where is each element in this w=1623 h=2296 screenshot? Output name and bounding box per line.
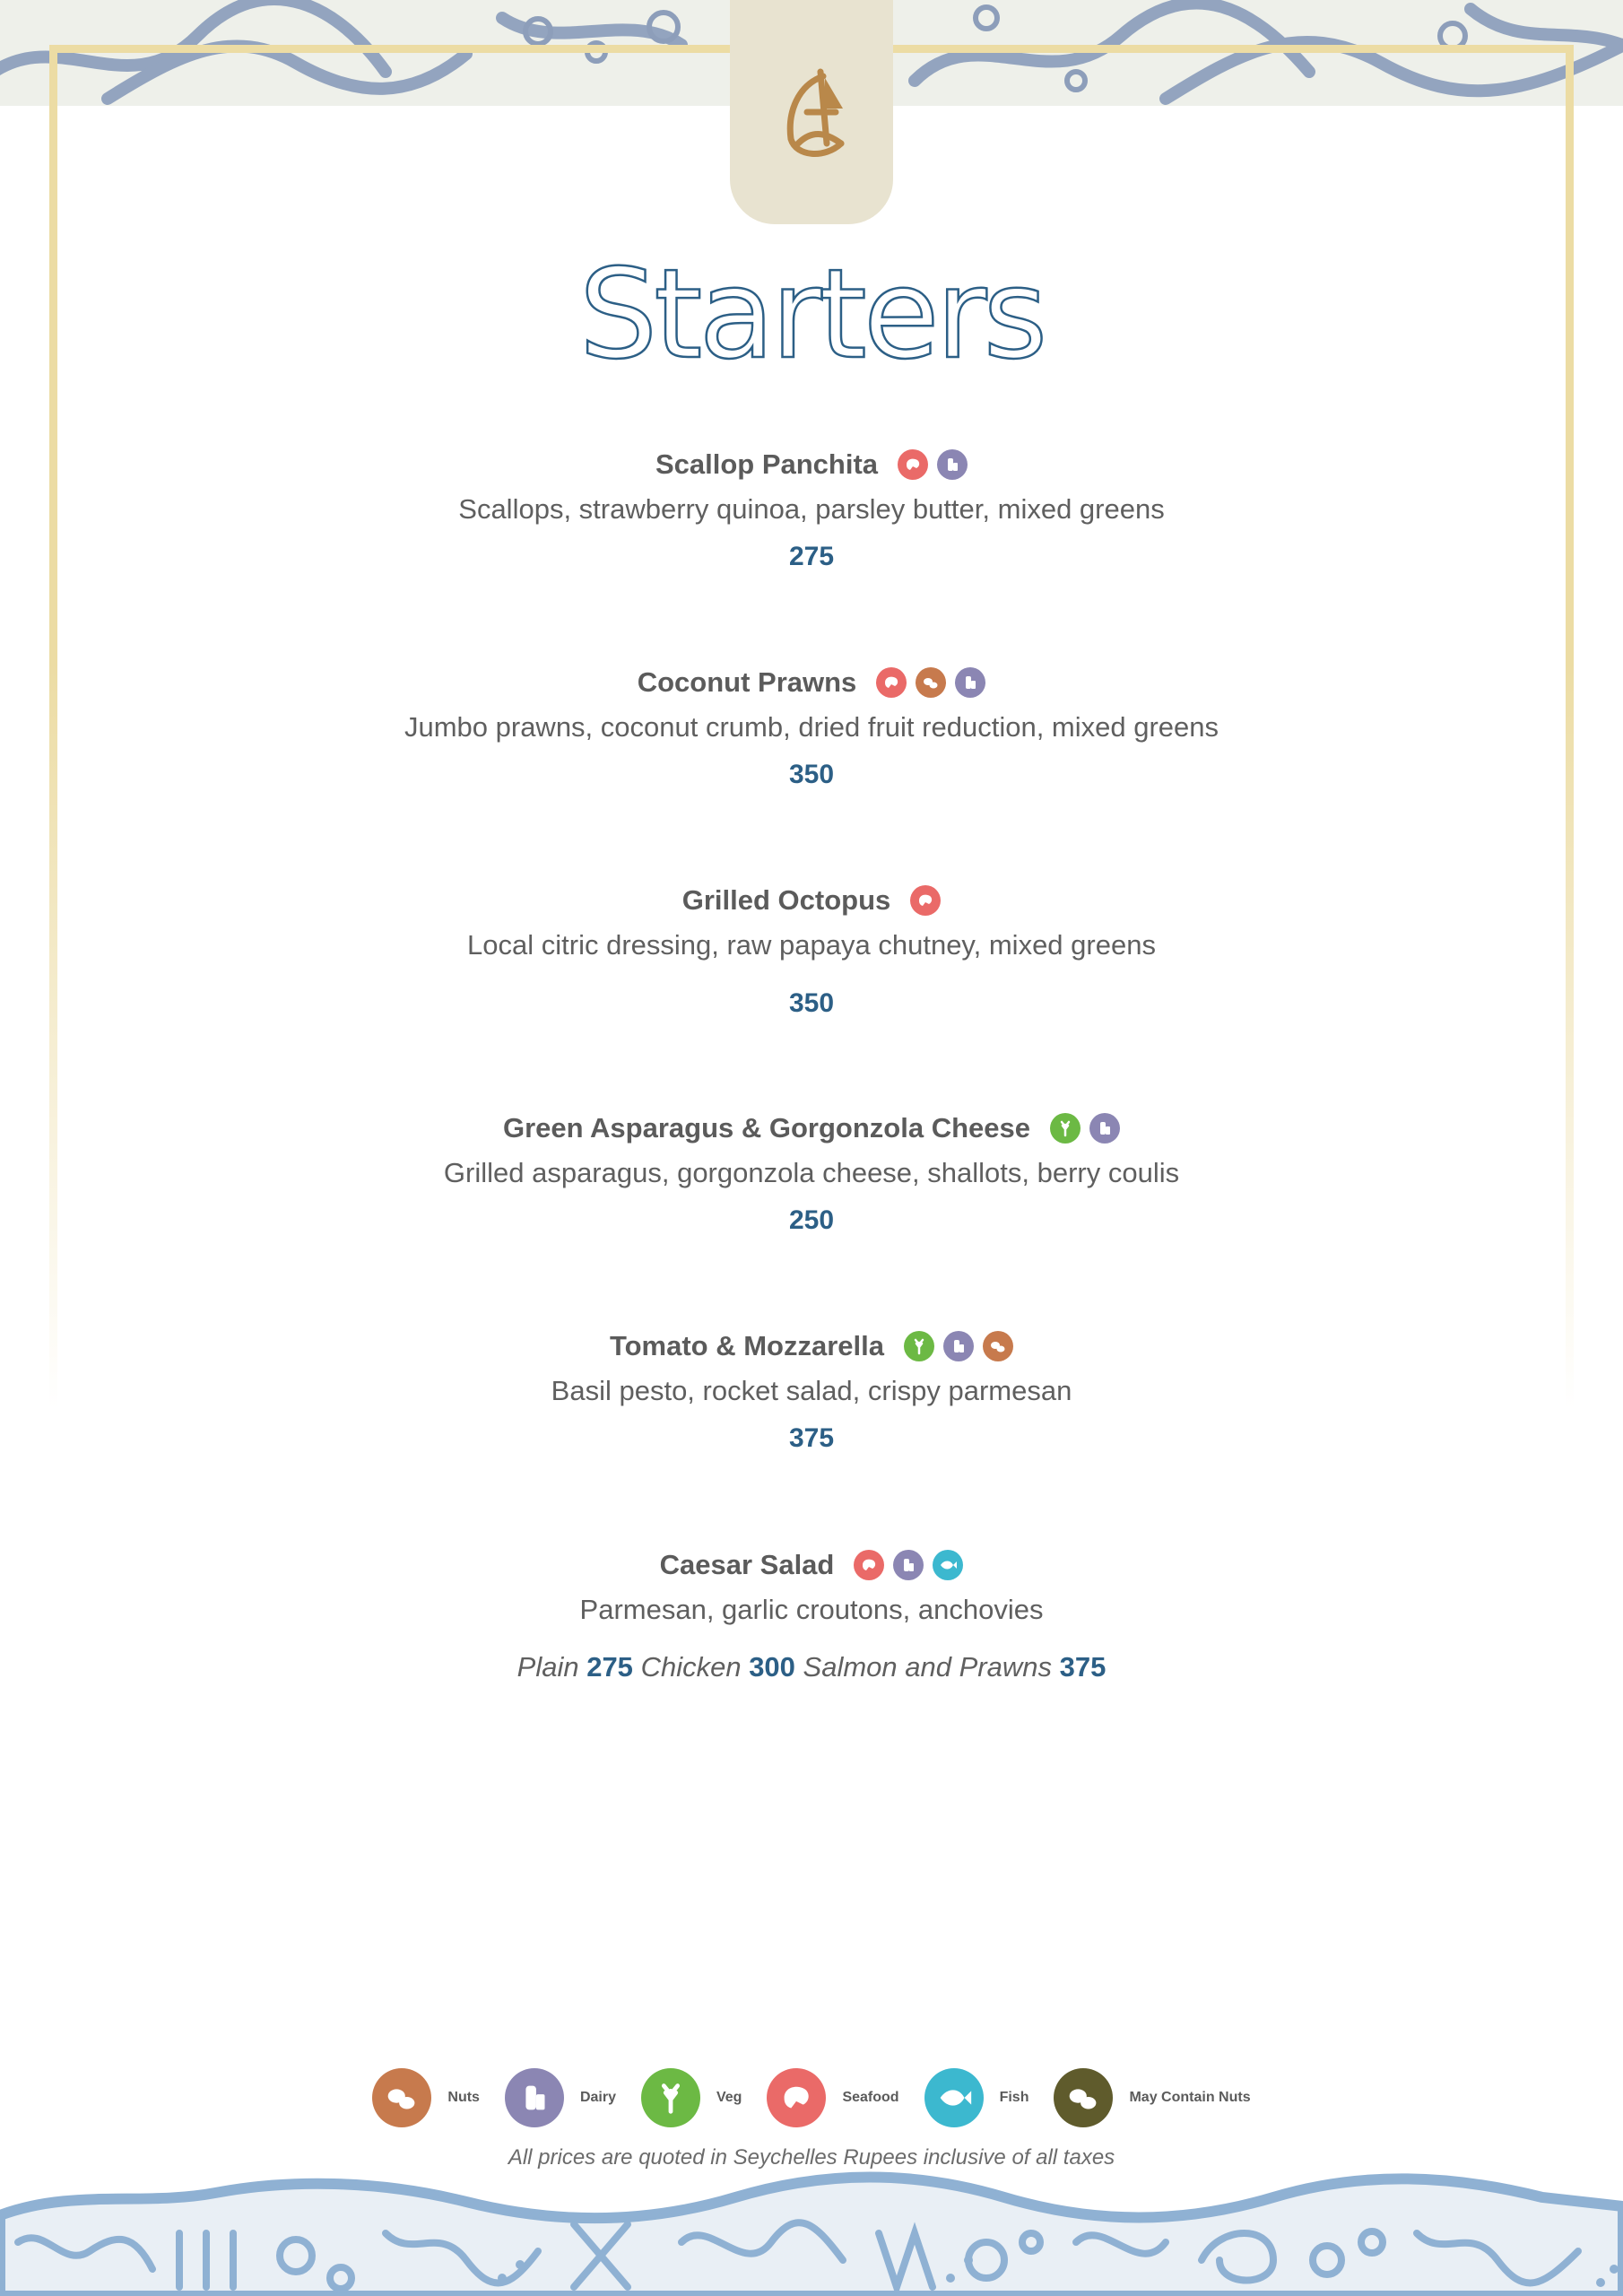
nuts-icon	[983, 1331, 1013, 1361]
bottom-pattern-band	[0, 2170, 1623, 2296]
legend-label: Fish	[999, 2090, 1029, 2105]
nuts-icon	[916, 667, 946, 698]
item-name: Grilled Octopus	[681, 884, 891, 916]
fish-icon	[933, 1550, 963, 1580]
item-name: Tomato & Mozzarella	[609, 1330, 885, 1361]
item-price: 375	[788, 1423, 835, 1453]
legend-item-nuts	[372, 2068, 480, 2127]
legend-item-seafood	[767, 2068, 898, 2127]
menu-item	[0, 1112, 1623, 1236]
seafood-icon	[898, 449, 928, 480]
item-name: Coconut Prawns	[637, 666, 857, 698]
dairy-icon	[943, 1331, 974, 1361]
seafood-icon	[767, 2068, 826, 2127]
dairy-icon	[937, 449, 968, 480]
item-price: 350	[788, 988, 835, 1018]
item-description: Local citric dressing, raw papaya chutney, mixed greens	[467, 929, 1156, 961]
legend-label: May Contain Nuts	[1129, 2090, 1251, 2105]
item-price: 350	[788, 760, 835, 789]
item-name: Scallop Panchita	[655, 448, 879, 480]
variant-label: Chicken	[640, 1651, 742, 1683]
menu-item	[0, 666, 1623, 790]
menu-item	[0, 1330, 1623, 1454]
legend-item-veg	[641, 2068, 742, 2127]
dairy-icon	[505, 2068, 564, 2127]
item-name: Green Asparagus & Gorgonzola Cheese	[502, 1112, 1030, 1144]
logo-tab	[730, 0, 893, 224]
item-price: 275	[788, 542, 835, 571]
legend-item-fish	[924, 2068, 1029, 2127]
item-price: 250	[788, 1205, 835, 1235]
seafood-icon	[854, 1550, 884, 1580]
item-description: Basil pesto, rocket salad, crispy parmesan	[551, 1375, 1072, 1406]
item-description: Parmesan, garlic croutons, anchovies	[579, 1594, 1044, 1625]
sailboat-monogram-logo	[771, 58, 852, 166]
item-description: Grilled asparagus, gorgonzola cheese, shallots, berry coulis	[443, 1157, 1180, 1188]
legend-label: Nuts	[447, 2090, 480, 2105]
dairy-icon	[955, 667, 985, 698]
variant-label: Plain	[516, 1651, 579, 1683]
veg-icon	[1050, 1113, 1081, 1144]
legend-label: Seafood	[842, 2090, 899, 2105]
variant-price: 375	[1059, 1651, 1107, 1683]
item-description: Jumbo prawns, coconut crumb, dried fruit reduction, mixed greens	[404, 711, 1219, 743]
legend-label: Veg	[716, 2090, 742, 2105]
item-description: Scallops, strawberry quinoa, parsley butter, mixed greens	[458, 493, 1165, 525]
dairy-icon	[1089, 1113, 1120, 1144]
legend-label: Dairy	[579, 2090, 616, 2105]
seafood-icon	[910, 885, 941, 916]
variant-price: 300	[749, 1651, 795, 1683]
legend-item-dairy	[505, 2068, 616, 2127]
menu-item	[0, 884, 1623, 1019]
menu-item	[0, 1549, 1623, 1683]
veg-icon	[641, 2068, 700, 2127]
seafood-icon	[876, 667, 907, 698]
allergen-legend	[0, 2068, 1623, 2127]
variant-price: 275	[586, 1651, 633, 1683]
page-title: Starters	[578, 242, 1045, 387]
fish-icon	[924, 2068, 984, 2127]
dairy-icon	[893, 1550, 924, 1580]
variant-label: Salmon and Prawns	[803, 1651, 1052, 1683]
may-contain-nuts-icon	[1054, 2068, 1113, 2127]
legend-item-may-contain-nuts	[1054, 2068, 1250, 2127]
item-name: Caesar Salad	[659, 1549, 835, 1580]
veg-icon	[904, 1331, 934, 1361]
nuts-icon	[372, 2068, 431, 2127]
menu-item	[0, 448, 1623, 572]
item-variants	[0, 1651, 1623, 1683]
price-note: All prices are quoted in Seychelles Rupees inclusive of all taxes	[508, 2145, 1115, 2170]
